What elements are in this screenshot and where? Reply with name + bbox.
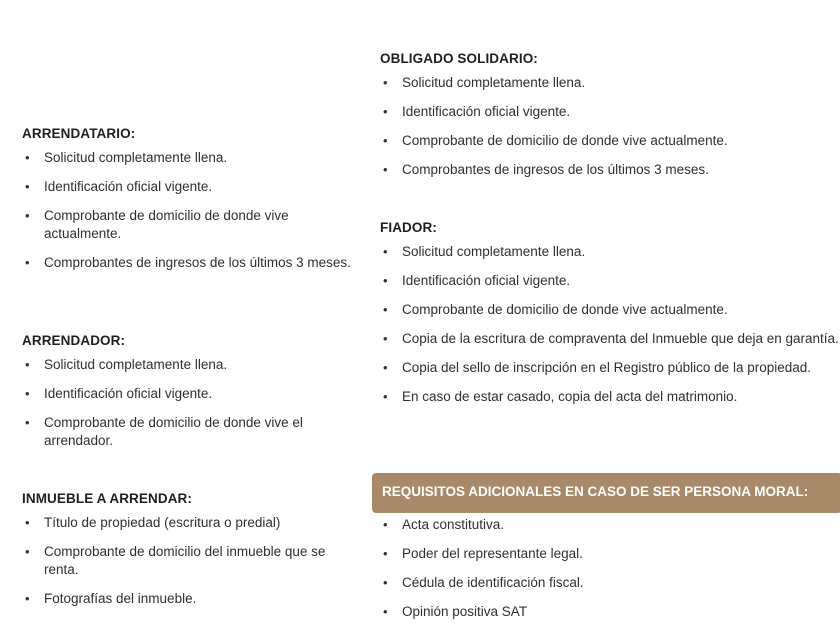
inmueble-list	[22, 514, 352, 608]
moral-heading: REQUISITOS ADICIONALES EN CASO DE SER PERSONA MORAL:	[382, 484, 809, 499]
list-item: • Identificación oficial vigente.	[22, 178, 352, 196]
list-item: • Identificación oficial vigente.	[380, 103, 840, 121]
list-item: • Opinión positiva SAT	[380, 603, 840, 621]
list-item: • Comprobante de domicilio del inmueble que se renta.	[22, 543, 352, 579]
list-item: • Comprobante de domicilio de donde vive actualmente.	[380, 301, 840, 319]
list-item: • Poder del representante legal.	[380, 545, 840, 563]
list-item: • Solicitud completamente llena.	[22, 356, 352, 374]
list-item: • Comprobantes de ingresos de los últimos 3 meses.	[380, 161, 840, 179]
fiador-list	[380, 243, 840, 406]
moral-list	[380, 516, 840, 621]
list-item: • Identificación oficial vigente.	[380, 272, 840, 290]
list-item: • Título de propiedad (escritura o predial)	[22, 514, 352, 532]
inmueble-heading: INMUEBLE A ARRENDAR:	[22, 491, 192, 506]
list-item: • Fotografías del inmueble.	[22, 590, 352, 608]
list-item: • Comprobante de domicilio de donde vive el arrendador.	[22, 414, 352, 450]
arrendador-heading: ARRENDADOR:	[22, 333, 126, 348]
obligado-list	[380, 74, 840, 179]
list-item: • Copia de la escritura de compraventa del Inmueble que deja en garantía.	[380, 330, 840, 348]
list-item: • Comprobante de domicilio de donde vive actualmente.	[22, 207, 352, 243]
arrendador-section	[22, 333, 352, 461]
list-item: • Comprobante de domicilio de donde vive actualmente.	[380, 132, 840, 150]
list-item: • Solicitud completamente llena.	[22, 149, 352, 167]
inmueble-section	[22, 491, 352, 619]
list-item: • Copia del sello de inscripción en el Registro público de la propiedad.	[380, 359, 840, 377]
list-item: • Comprobantes de ingresos de los últimos 3 meses.	[22, 254, 352, 272]
list-item: • Solicitud completamente llena.	[380, 74, 840, 92]
moral-section	[380, 516, 840, 632]
arrendatario-heading: ARRENDATARIO:	[22, 126, 136, 141]
fiador-section	[380, 220, 840, 417]
list-item: • Identificación oficial vigente.	[22, 385, 352, 403]
arrendatario-list	[22, 149, 352, 272]
arrendatario-section	[22, 126, 352, 283]
list-item: • Cédula de identificación fiscal.	[380, 574, 840, 592]
list-item: • Solicitud completamente llena.	[380, 243, 840, 261]
list-item: • En caso de estar casado, copia del acta del matrimonio.	[380, 388, 840, 406]
obligado-section	[380, 51, 840, 190]
arrendador-list	[22, 356, 352, 450]
moral-banner	[372, 473, 840, 513]
fiador-heading: FIADOR:	[380, 220, 437, 235]
list-item: • Acta constitutiva.	[380, 516, 840, 534]
obligado-heading: OBLIGADO SOLIDARIO:	[380, 51, 538, 66]
